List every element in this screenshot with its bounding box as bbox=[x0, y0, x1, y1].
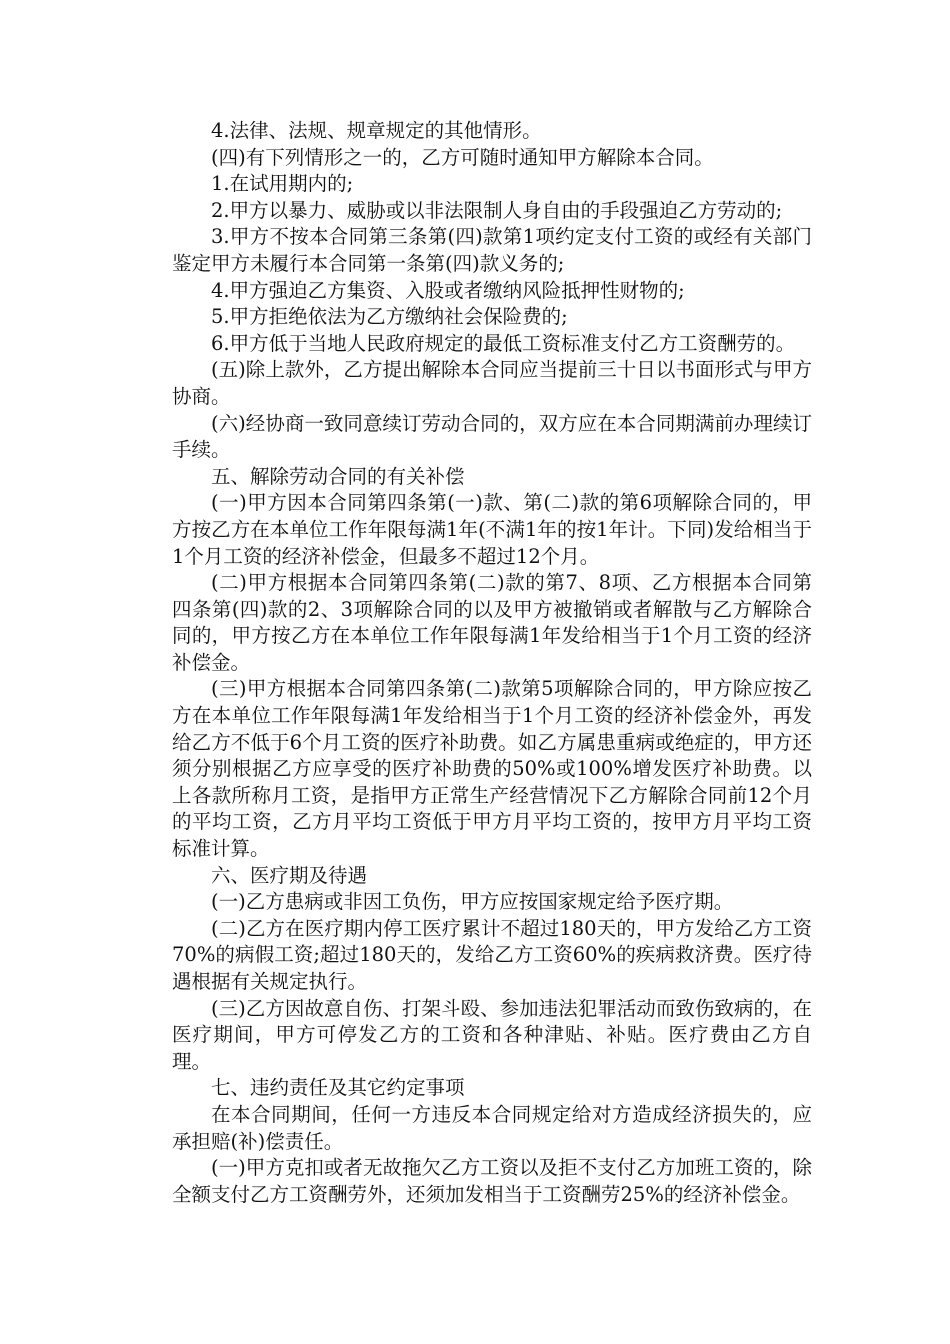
paragraph-clause-4-section-4: (四)有下列情形之一的，乙方可随时通知甲方解除本合同。 bbox=[211, 145, 714, 169]
paragraph-liability-1: (一)甲方克扣或者无故拖欠乙方工资以及拒不支付乙方加班工资的，除全额支付乙方工资酬劳外，还须加发相当于工资酬劳25%的经济补偿金。 bbox=[172, 1156, 812, 1206]
heading-liability: 七、违约责任及其它约定事项 bbox=[211, 1076, 465, 1100]
paragraph-liability-intro: 在本合同期间，任何一方违反本合同规定给对方造成经济损失的，应承担赔(补)偿责任。 bbox=[172, 1102, 812, 1153]
paragraph-item-5: 5.甲方拒绝依法为乙方缴纳社会保险费的; bbox=[211, 305, 568, 329]
paragraph-item-2: 2.甲方以暴力、威胁或以非法限制人身自由的手段强迫乙方劳动的; bbox=[211, 198, 783, 222]
paragraph-item-3: 3.甲方不按本合同第三条第(四)款第1项约定支付工资的或经有关部门鉴定甲方未履行本合同第一条第(四)款义务的; bbox=[172, 225, 812, 275]
paragraph-item-4: 4.甲方强迫乙方集资、入股或者缴纳风险抵押性财物的; bbox=[211, 278, 685, 302]
heading-compensation: 五、解除劳动合同的有关补偿 bbox=[211, 464, 465, 488]
paragraph-section-5: (五)除上款外，乙方提出解除本合同应当提前三十日以书面形式与甲方协商。 bbox=[172, 358, 812, 408]
paragraph-clause-4-item-4: 4.法律、法规、规章规定的其他情形。 bbox=[211, 119, 542, 142]
paragraph-compensation-3: (三)甲方根据本合同第四条第(二)款第5项解除合同的，甲方除应按乙方在本单位工作年限每满1年发给相当于1个月工资的经济补偿金外，再发给乙方不低于6个月工资的医疗补助费。如乙方属患重病或绝症的，甲方还须分别根据乙方应享受的医疗补助费的50%或100%增发医疗补助费。以上各款所称月工资，是指甲方正常生产经营情况下乙方解除合同前12个月的平均工资，乙方月平均工资低于甲方月平均工资的，按甲方月平均工资标准计算。 bbox=[172, 677, 812, 861]
document-body bbox=[172, 118, 812, 1208]
paragraph-medical-1: (一)乙方患病或非因工负伤，甲方应按国家规定给予医疗期。 bbox=[211, 890, 734, 914]
paragraph-section-6: (六)经协商一致同意续订劳动合同的，双方应在本合同期满前办理续订手续。 bbox=[172, 411, 812, 462]
paragraph-item-6: 6.甲方低于当地人民政府规定的最低工资标准支付乙方工资酬劳的。 bbox=[211, 331, 796, 355]
paragraph-medical-3: (三)乙方因故意自伤、打架斗殴、参加违法犯罪活动而致伤致病的，在医疗期间，甲方可停发乙方的工资和各种津贴、补贴。医疗费由乙方自理。 bbox=[172, 996, 812, 1073]
heading-medical-period: 六、医疗期及待遇 bbox=[211, 863, 368, 887]
paragraph-item-1: 1.在试用期内的; bbox=[211, 172, 354, 196]
paragraph-medical-2: (二)乙方在医疗期内停工医疗累计不超过180天的，甲方发给乙方工资70%的病假工资;超过180天的，发给乙方工资60%的疾病救济费。医疗待遇根据有关规定执行。 bbox=[172, 916, 812, 993]
paragraph-compensation-1: (一)甲方因本合同第四条第(一)款、第(二)款的第6项解除合同的，甲方按乙方在本单位工作年限每满1年(不满1年的按1年计。下同)发给相当于1个月工资的经济补偿金，但最多不超过12个月。 bbox=[172, 491, 812, 568]
paragraph-compensation-2: (二)甲方根据本合同第四条第(二)款的第7、8项、乙方根据本合同第四条第(四)款的2、3项解除合同的以及甲方被撤销或者解散与乙方解除合同的，甲方按乙方在本单位工作年限每满1年发给相当于1个月工资的经济补偿金。 bbox=[172, 571, 812, 674]
